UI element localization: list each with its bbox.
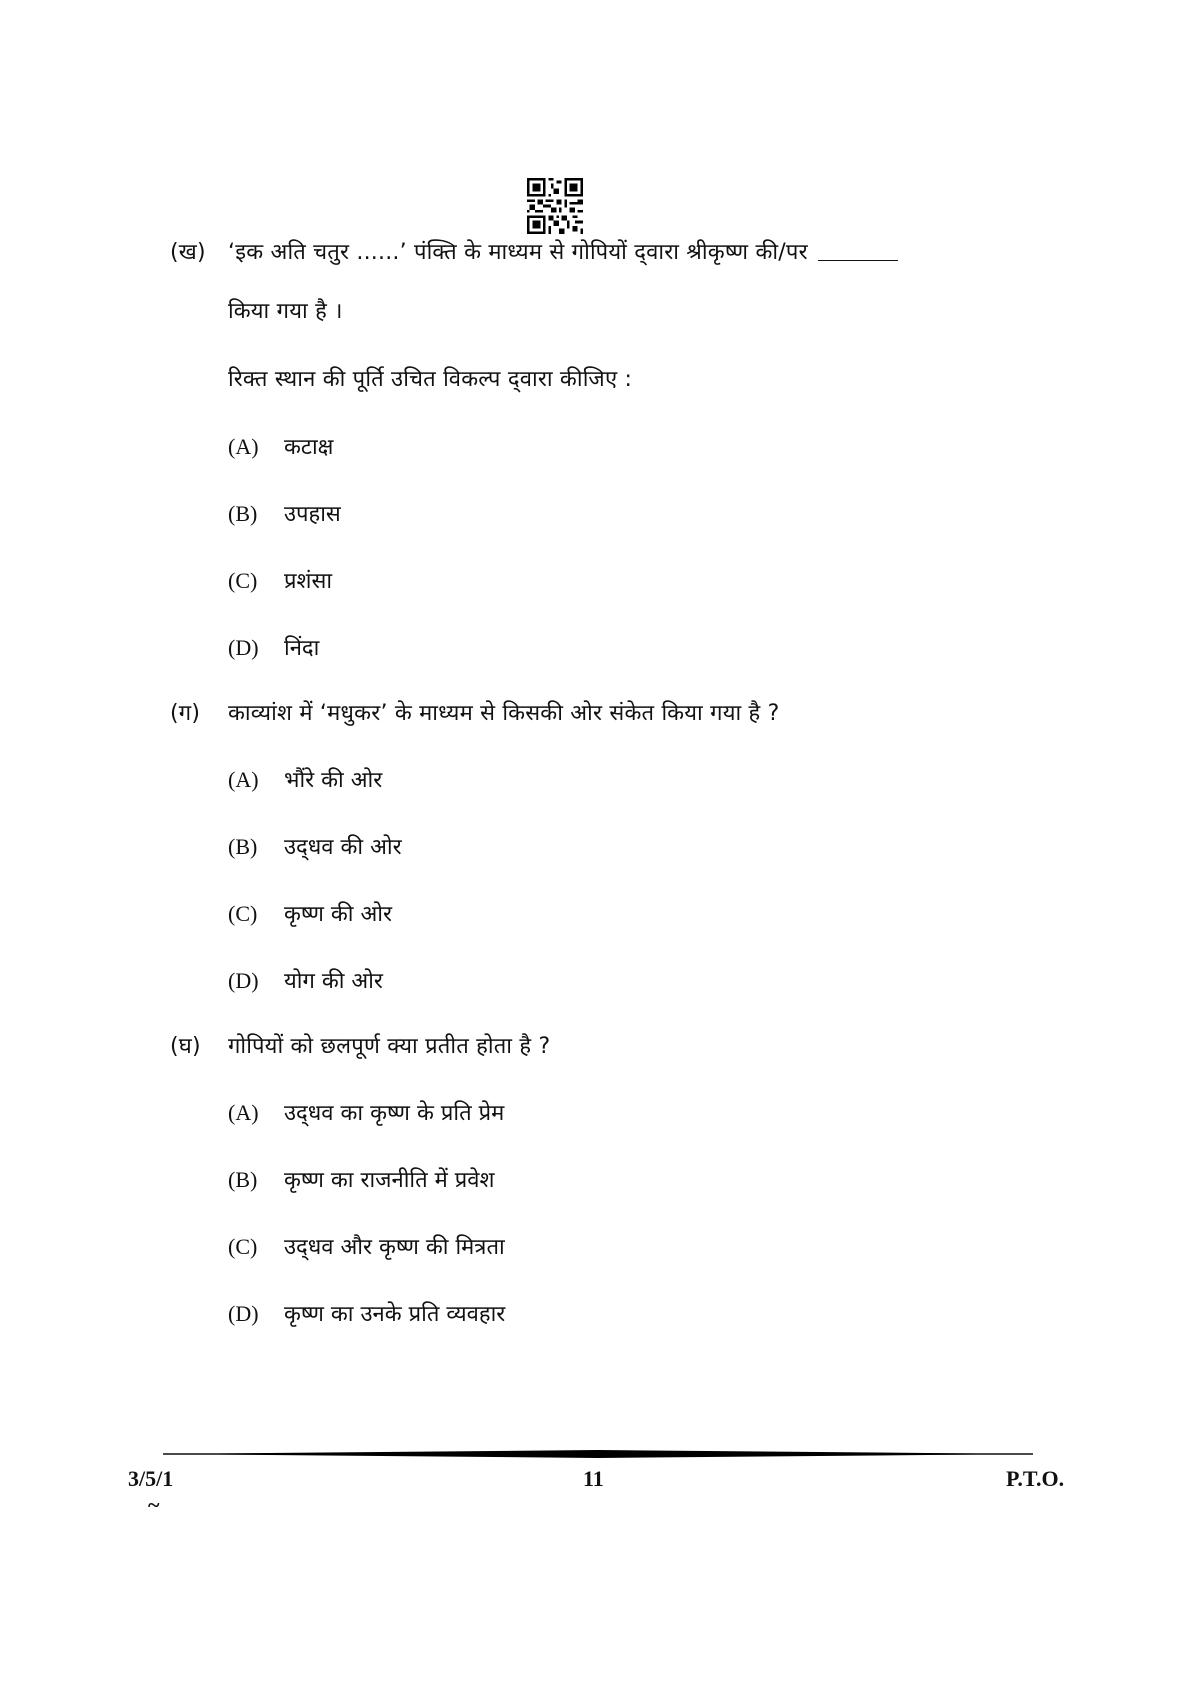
question-text-continued: किया गया है ।	[228, 299, 343, 324]
option-text: कृष्ण का उनके प्रति व्यवहार	[284, 1302, 506, 1327]
option-text: कृष्ण का राजनीति में प्रवेश	[284, 1168, 495, 1193]
option-label: (B)	[228, 501, 258, 526]
question-number: (ख)	[170, 240, 206, 265]
option-d	[228, 1299, 505, 1330]
please-turn-over: P.T.O.	[1006, 1466, 1065, 1491]
option-text: योग की ओर	[284, 969, 383, 994]
option-label: (D)	[228, 968, 259, 993]
question-number: (घ)	[170, 1034, 201, 1059]
option-label: (A)	[228, 1100, 259, 1125]
option-text: कटाक्ष	[284, 435, 334, 460]
paper-code: 3/5/1	[128, 1466, 174, 1491]
question-number: (ग)	[170, 701, 201, 726]
option-c	[228, 1232, 505, 1263]
option-c	[228, 566, 332, 597]
option-text: उद्‌धव और कृष्ण की मित्रता	[284, 1235, 505, 1260]
option-text: उद्‌धव की ओर	[284, 835, 402, 860]
question-ga	[170, 699, 780, 729]
option-text: कृष्ण की ओर	[284, 902, 392, 927]
question-instruction: रिक्त स्थान की पूर्ति उचित विकल्प द्‌वारा कीजिए :	[228, 367, 633, 392]
option-text: उपहास	[284, 502, 341, 527]
option-text: निंदा	[284, 636, 320, 661]
option-b	[228, 499, 341, 530]
option-d	[228, 633, 319, 664]
option-a	[228, 1098, 504, 1129]
option-text: भौंरे की ओर	[284, 768, 383, 793]
fill-in-blank	[818, 260, 898, 261]
question-text: ‘इक अति चतुर ......’ पंक्ति के माध्यम से गोपियों द्‌वारा श्रीकृष्ण की/पर	[228, 240, 808, 265]
option-label: (C)	[228, 1234, 258, 1259]
question-text: गोपियों को छलपूर्ण क्या प्रतीत होता है ?	[228, 1034, 551, 1059]
option-label: (B)	[228, 1167, 258, 1192]
option-label: (A)	[228, 434, 259, 459]
option-a	[228, 765, 382, 796]
footer-mark: ~	[148, 1492, 160, 1517]
option-label: (B)	[228, 834, 258, 859]
option-label: (D)	[228, 1301, 259, 1326]
option-d	[228, 966, 383, 997]
option-a	[228, 432, 333, 463]
footer-divider	[163, 1449, 1033, 1459]
option-label: (A)	[228, 767, 259, 792]
qr-code-icon	[525, 178, 585, 234]
option-b	[228, 1165, 495, 1196]
option-b	[228, 832, 402, 863]
option-c	[228, 899, 392, 930]
question-kha	[170, 238, 898, 268]
question-text: काव्यांश में ‘मधुकर’ के माध्यम से किसकी ओर संकेत किया गया है ?	[228, 701, 780, 726]
option-label: (C)	[228, 901, 258, 926]
option-text: उद्‌धव का कृष्ण के प्रति प्रेम	[284, 1101, 505, 1126]
question-gha	[170, 1032, 550, 1062]
page-number: 11	[583, 1466, 604, 1491]
option-label: (C)	[228, 568, 258, 593]
option-text: प्रशंसा	[284, 569, 333, 594]
option-label: (D)	[228, 635, 259, 660]
